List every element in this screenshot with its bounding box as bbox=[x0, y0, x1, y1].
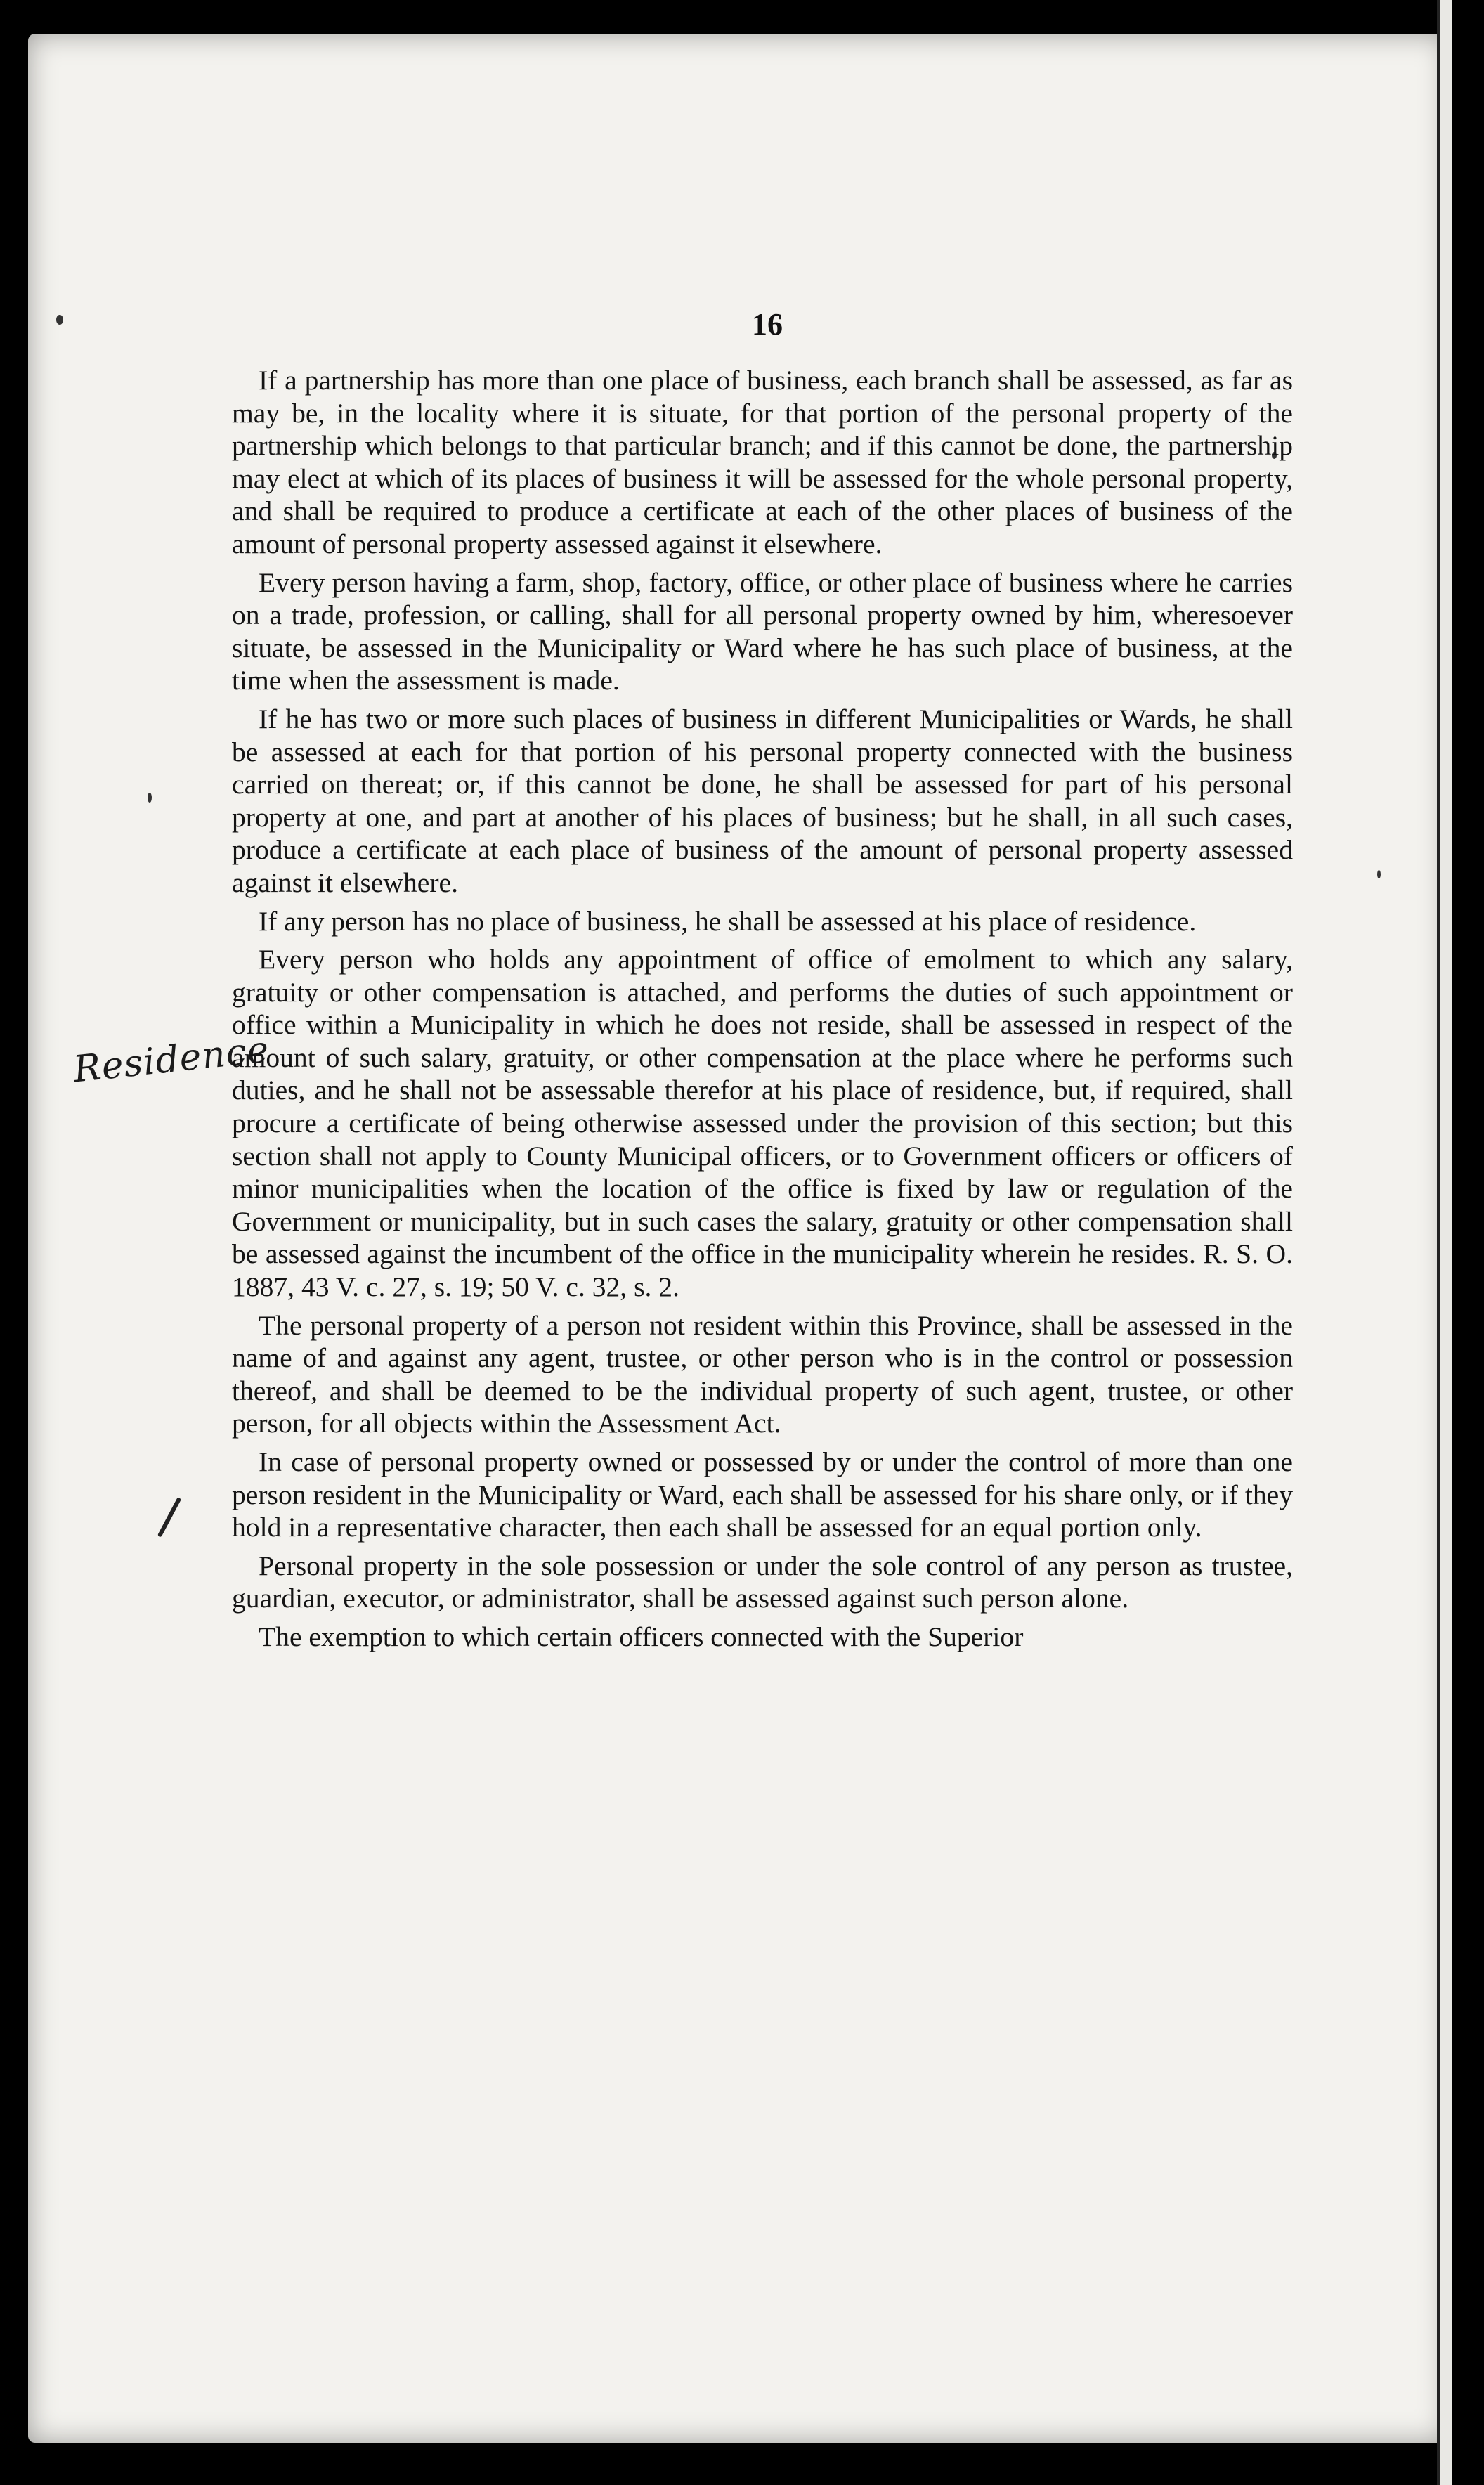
page-edge bbox=[1437, 0, 1452, 2485]
paragraph-exemption: The exemption to which certain officers connected with the Superior bbox=[259, 1621, 1024, 1652]
page-number: 16 bbox=[752, 307, 783, 342]
paragraph-multiple-places: If he has two or more such places of business in different Municipalities or Wards, he shall be assessed at each for that portion of his personal property connected with the business carried on thereat; or, if this cannot be done, he shall be assessed for part of his personal property at one, and part at another of his places of business; but he shall, in all such cases, produce a certificate at each place of business of the amount of personal property assessed against it elsewhere. bbox=[232, 703, 1293, 898]
paragraph-place-of-business: Every person having a farm, shop, factory, office, or other place of business where he carries on a trade, profession, or calling, shall for all personal property owned by him, wheresoever situate, be assessed in the Municipality or Ward where he has such place of business, at the time when the assessment is made. bbox=[232, 566, 1293, 696]
body-text bbox=[232, 364, 1293, 1659]
paper-speck bbox=[1377, 870, 1381, 878]
document-page bbox=[28, 34, 1447, 2443]
paragraph-office-of-emolument: Every person who holds any appointment of office of emolment to which any salary, gratuity or other compensation is attached, and performs the duties of such appointment or office within a Municipality in which he does not reside, shall be assessed in respect of the amount of such salary, gratuity, or other compensation at the place where he performs such duties, and he shall not be assessable therefor at his place of residence, but, if required, shall procure a certificate of being otherwise assessed under the provision of this section; but this section shall not apply to County Municipal officers, or to Government officers or officers of minor municipalities when the location of the office is fixed by law or regulation of the Government or municipality, but in such cases the salary, gratuity or other compensation shall be assessed against the incumbent of the office in the municipality wherein he resides. R. S. O. 1887, 43 V. c. 27, s. 19; 50 V. c. 32, s. 2. bbox=[232, 944, 1293, 1303]
margin-pencil-mark bbox=[157, 1497, 181, 1538]
paragraph-joint-ownership: In case of personal property owned or possessed by or under the control of more than one person resident in the Municipality or Ward, each shall be assessed for his share only, or if they hold in a representative character, then each shall be assessed for an equal portion only. bbox=[232, 1446, 1293, 1543]
paper-speck bbox=[148, 793, 152, 803]
paper-speck bbox=[56, 315, 63, 325]
paragraph-trustee: Personal property in the sole possession or under the sole control of any person as trustee, guardian, executor, or administrator, shall be assessed against such person alone. bbox=[232, 1550, 1293, 1614]
handwritten-margin-note: Residence bbox=[71, 1028, 272, 1091]
paragraph-non-resident: The personal property of a person not resident within this Province, shall be assessed in the name of and against any agent, trustee, or other person who is in the control or possession thereof, and shall be deemed to be the individual property of such agent, trustee, or other person, for all objects within the Assessment Act. bbox=[232, 1309, 1293, 1439]
paragraph-no-place-of-business: If any person has no place of business, he shall be assessed at his place of residence. bbox=[259, 905, 1197, 937]
paragraph-partnership: If a partnership has more than one place of business, each branch shall be assessed, as far as may be, in the locality where it is situate, for that portion of the personal property of the partnership which belongs to that particular branch; and if this cannot be done, the partnership may elect at which of its places of business it will be assessed for the whole personal property, and shall be required to produce a certificate at each of the other places of business of the amount of personal property assessed against it elsewhere. bbox=[232, 365, 1293, 559]
